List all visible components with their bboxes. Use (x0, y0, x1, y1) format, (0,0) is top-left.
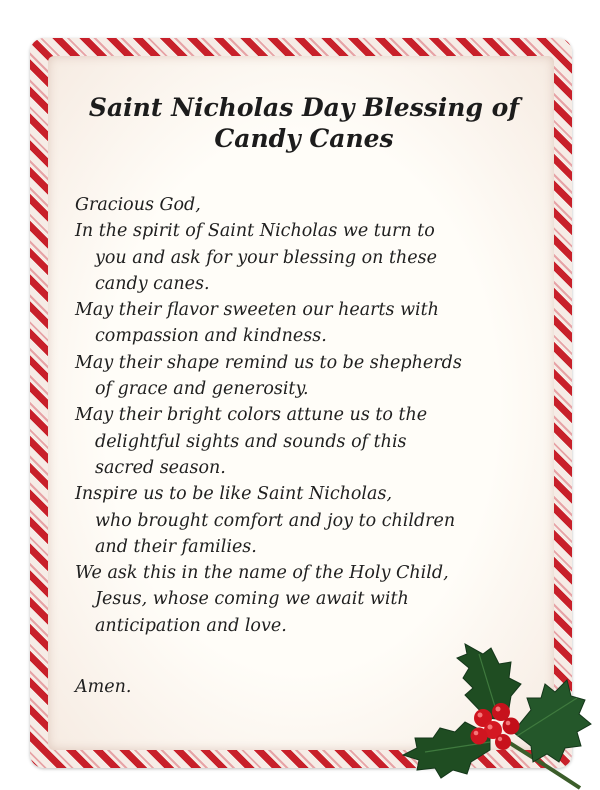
holly-leaf-top (457, 644, 521, 720)
prayer-line: Inspire us to be like Saint Nicholas, (75, 484, 393, 505)
prayer-line: compassion and kindness. (95, 326, 327, 347)
prayer-line: who brought comfort and joy to children (95, 510, 456, 531)
prayer-line: Jesus, whose coming we await with (95, 589, 409, 610)
holly-leaf-right (513, 680, 591, 762)
prayer-line: of grace and generosity. (95, 379, 309, 400)
closing-amen: Amen. (75, 677, 132, 697)
prayer-line: candy canes. (95, 273, 210, 294)
prayer-line: anticipation and love. (95, 615, 287, 636)
prayer-line: Gracious God, (75, 195, 201, 215)
prayer-line: May their flavor sweeten our hearts with (75, 300, 439, 321)
page-title (44, 92, 564, 154)
prayer-line: you and ask for your blessing on these (95, 247, 437, 268)
holly-icon (395, 640, 600, 790)
title-line-1: Saint Nicholas Day Blessing of (88, 93, 520, 122)
prayer-line: In the spirit of Saint Nicholas we turn to (75, 221, 435, 242)
prayer-line: May their shape remind us to be shepherds (75, 352, 462, 373)
prayer-line: sacred season. (95, 457, 226, 478)
prayer-line: We ask this in the name of the Holy Child, (75, 563, 449, 584)
prayer-body (75, 192, 545, 639)
prayer-line: delightful sights and sounds of this (95, 431, 407, 452)
prayer-line: May their bright colors attune us to the (75, 405, 428, 426)
prayer-line: and their families. (95, 536, 257, 557)
title-line-2: Candy Canes (214, 124, 394, 153)
